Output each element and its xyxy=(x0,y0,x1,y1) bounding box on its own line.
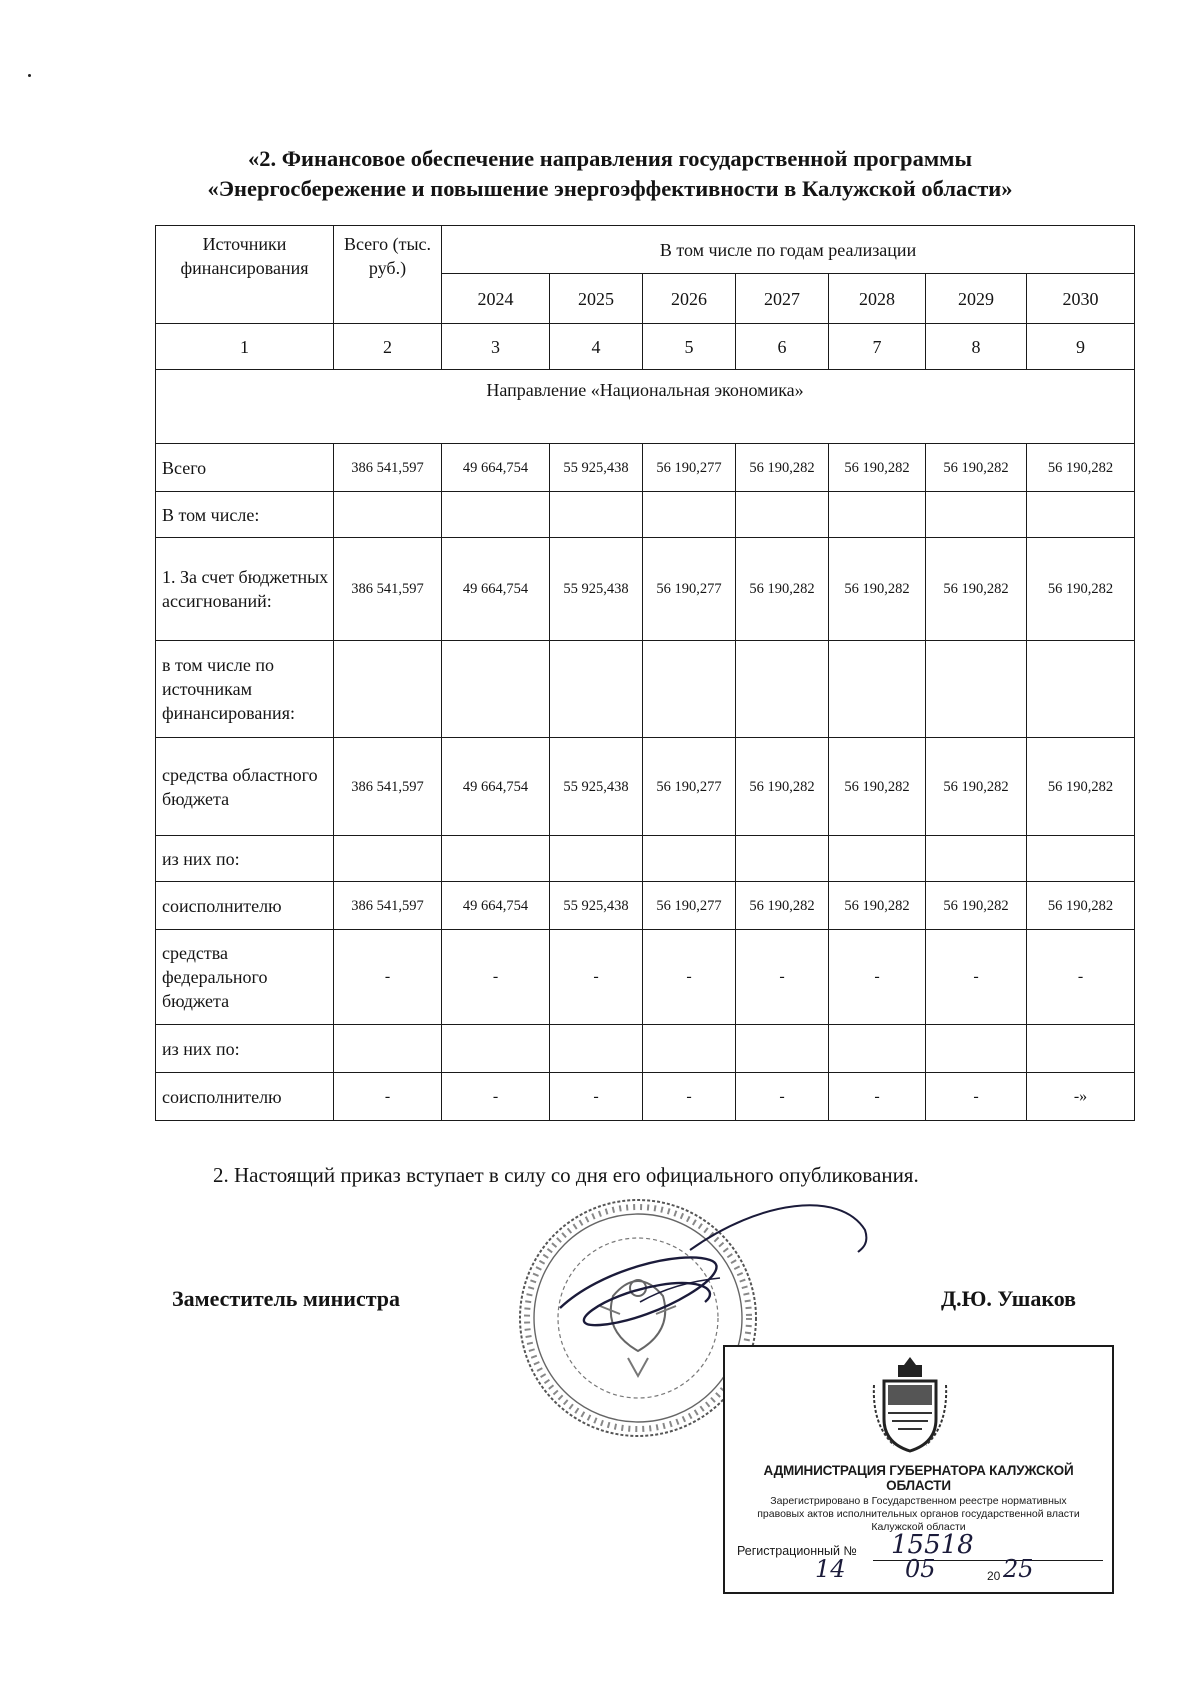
table-row xyxy=(156,882,1135,930)
cell xyxy=(926,492,1027,538)
section-row xyxy=(156,370,1135,444)
cell: - xyxy=(442,1073,550,1121)
cell: 56 190,277 xyxy=(643,538,736,641)
date-month: 05 xyxy=(905,1555,936,1583)
row-label: из них по: xyxy=(156,1025,334,1073)
row-label: в том числе по источникам финансирования: xyxy=(156,641,334,738)
col-number: 6 xyxy=(736,324,829,370)
row-label: средства федерального бюджета xyxy=(156,930,334,1025)
cell xyxy=(1027,492,1135,538)
col-number: 4 xyxy=(550,324,643,370)
date-day: 14 xyxy=(815,1555,846,1583)
year-header: 2024 xyxy=(442,274,550,324)
year-header: 2026 xyxy=(643,274,736,324)
cell: 49 664,754 xyxy=(442,538,550,641)
reg-number-value: 15518 xyxy=(891,1530,974,1560)
cell xyxy=(1027,836,1135,882)
cell: 56 190,282 xyxy=(926,882,1027,930)
cell: - xyxy=(736,1073,829,1121)
cell: 56 190,282 xyxy=(1027,444,1135,492)
cell: 49 664,754 xyxy=(442,444,550,492)
col-number: 7 xyxy=(829,324,926,370)
cell: - xyxy=(926,930,1027,1025)
row-label: из них по: xyxy=(156,836,334,882)
cell: - xyxy=(829,1073,926,1121)
section-heading xyxy=(130,144,1090,204)
registration-date xyxy=(815,1555,1105,1589)
cell xyxy=(442,836,550,882)
table-row xyxy=(156,492,1135,538)
cell: - xyxy=(334,1073,442,1121)
row-label: Всего xyxy=(156,444,334,492)
row-label: соисполнителю xyxy=(156,1073,334,1121)
coat-of-arms-icon xyxy=(870,1355,950,1455)
table-row xyxy=(156,538,1135,641)
cell: 386 541,597 xyxy=(334,444,442,492)
cell: 386 541,597 xyxy=(334,738,442,836)
cell: 56 190,282 xyxy=(926,738,1027,836)
cell xyxy=(550,836,643,882)
row-label: В том числе: xyxy=(156,492,334,538)
cell: 56 190,282 xyxy=(1027,738,1135,836)
header-total: Всего (тыс. руб.) xyxy=(334,226,442,324)
cell xyxy=(643,1025,736,1073)
cell xyxy=(643,641,736,738)
header-by-years: В том числе по годам реализации xyxy=(442,226,1135,274)
cell: 386 541,597 xyxy=(334,538,442,641)
cell xyxy=(926,641,1027,738)
cell xyxy=(1027,641,1135,738)
date-year-prefix: 20 xyxy=(987,1569,1001,1583)
col-number: 1 xyxy=(156,324,334,370)
cell: 56 190,282 xyxy=(926,538,1027,641)
cell xyxy=(829,1025,926,1073)
cell xyxy=(829,492,926,538)
cell xyxy=(736,1025,829,1073)
cell xyxy=(736,492,829,538)
cell xyxy=(926,1025,1027,1073)
cell xyxy=(643,492,736,538)
cell xyxy=(926,836,1027,882)
cell: -» xyxy=(1027,1073,1135,1121)
cell: 56 190,277 xyxy=(643,444,736,492)
signatory-position: Заместитель министра xyxy=(172,1286,401,1311)
cell: 56 190,282 xyxy=(926,444,1027,492)
cell: - xyxy=(334,930,442,1025)
cell xyxy=(829,836,926,882)
section-title: Направление «Национальная экономика» xyxy=(156,370,1135,444)
col-number: 5 xyxy=(643,324,736,370)
stamp-line: Калужской области xyxy=(871,1521,966,1533)
cell: 386 541,597 xyxy=(334,882,442,930)
cell: - xyxy=(643,930,736,1025)
cell: 49 664,754 xyxy=(442,738,550,836)
cell xyxy=(442,1025,550,1073)
col-number: 8 xyxy=(926,324,1027,370)
year-header: 2029 xyxy=(926,274,1027,324)
table-row xyxy=(156,738,1135,836)
date-year-suffix: 25 xyxy=(1003,1555,1034,1583)
cell: 56 190,282 xyxy=(829,538,926,641)
cell: - xyxy=(550,930,643,1025)
reg-number-label: Регистрационный № xyxy=(737,1544,857,1558)
row-label: 1. За счет бюджетных ассигнований: xyxy=(156,538,334,641)
cell: - xyxy=(643,1073,736,1121)
cell: 55 925,438 xyxy=(550,444,643,492)
year-header: 2027 xyxy=(736,274,829,324)
cell: 56 190,282 xyxy=(736,444,829,492)
cell: 56 190,282 xyxy=(736,538,829,641)
cell: 56 190,282 xyxy=(829,882,926,930)
handwritten-signature-icon xyxy=(540,1190,870,1360)
col-number: 9 xyxy=(1027,324,1135,370)
cell: 56 190,282 xyxy=(1027,538,1135,641)
cell xyxy=(736,836,829,882)
cell: 56 190,282 xyxy=(829,738,926,836)
table-row xyxy=(156,444,1135,492)
scan-speck xyxy=(28,74,31,77)
cell: - xyxy=(442,930,550,1025)
cell xyxy=(643,836,736,882)
paragraph-2: 2. Настоящий приказ вступает в силу со дня его официального опубликования. xyxy=(213,1163,919,1187)
cell: 55 925,438 xyxy=(550,882,643,930)
cell: - xyxy=(926,1073,1027,1121)
year-header: 2025 xyxy=(550,274,643,324)
row-label: средства областного бюджета xyxy=(156,738,334,836)
table-row xyxy=(156,1073,1135,1121)
cell: - xyxy=(829,930,926,1025)
table-row xyxy=(156,930,1135,1025)
stamp-title: АДМИНИСТРАЦИЯ ГУБЕРНАТОРА КАЛУЖСКОЙ ОБЛАСТИ xyxy=(763,1463,1074,1493)
year-header: 2028 xyxy=(829,274,926,324)
col-number: 3 xyxy=(442,324,550,370)
cell: 49 664,754 xyxy=(442,882,550,930)
cell xyxy=(1027,1025,1135,1073)
cell: 56 190,282 xyxy=(1027,882,1135,930)
table-row xyxy=(156,641,1135,738)
row-label: соисполнителю xyxy=(156,882,334,930)
cell xyxy=(442,492,550,538)
heading-line-2: «Энергосбережение и повышение энергоэффективности в Калужской области» xyxy=(207,176,1013,201)
cell: 56 190,277 xyxy=(643,882,736,930)
cell: 56 190,282 xyxy=(736,738,829,836)
financing-table xyxy=(155,225,1135,1121)
cell: 55 925,438 xyxy=(550,538,643,641)
stamp-line: Зарегистрировано в Государственном реестре нормативных xyxy=(770,1495,1067,1507)
cell: 56 190,282 xyxy=(736,882,829,930)
cell xyxy=(334,836,442,882)
cell: 56 190,277 xyxy=(643,738,736,836)
cell xyxy=(442,641,550,738)
cell xyxy=(334,641,442,738)
col-number: 2 xyxy=(334,324,442,370)
table-row xyxy=(156,1025,1135,1073)
column-number-row xyxy=(156,324,1135,370)
cell xyxy=(550,641,643,738)
registration-stamp xyxy=(723,1345,1114,1594)
cell xyxy=(550,1025,643,1073)
cell: - xyxy=(550,1073,643,1121)
signatory-name: Д.Ю. Ушаков xyxy=(941,1286,1077,1311)
header-sources: Источники финансирования xyxy=(156,226,334,324)
heading-line-1: «2. Финансовое обеспечение направления государственной программы xyxy=(247,146,973,171)
cell xyxy=(334,1025,442,1073)
year-header: 2030 xyxy=(1027,274,1135,324)
cell: 55 925,438 xyxy=(550,738,643,836)
cell xyxy=(334,492,442,538)
cell: - xyxy=(736,930,829,1025)
cell xyxy=(829,641,926,738)
cell: 56 190,282 xyxy=(829,444,926,492)
cell: - xyxy=(1027,930,1135,1025)
stamp-line: правовых актов исполнительных органов государственной власти xyxy=(757,1508,1080,1520)
table-row xyxy=(156,836,1135,882)
cell xyxy=(736,641,829,738)
cell xyxy=(550,492,643,538)
